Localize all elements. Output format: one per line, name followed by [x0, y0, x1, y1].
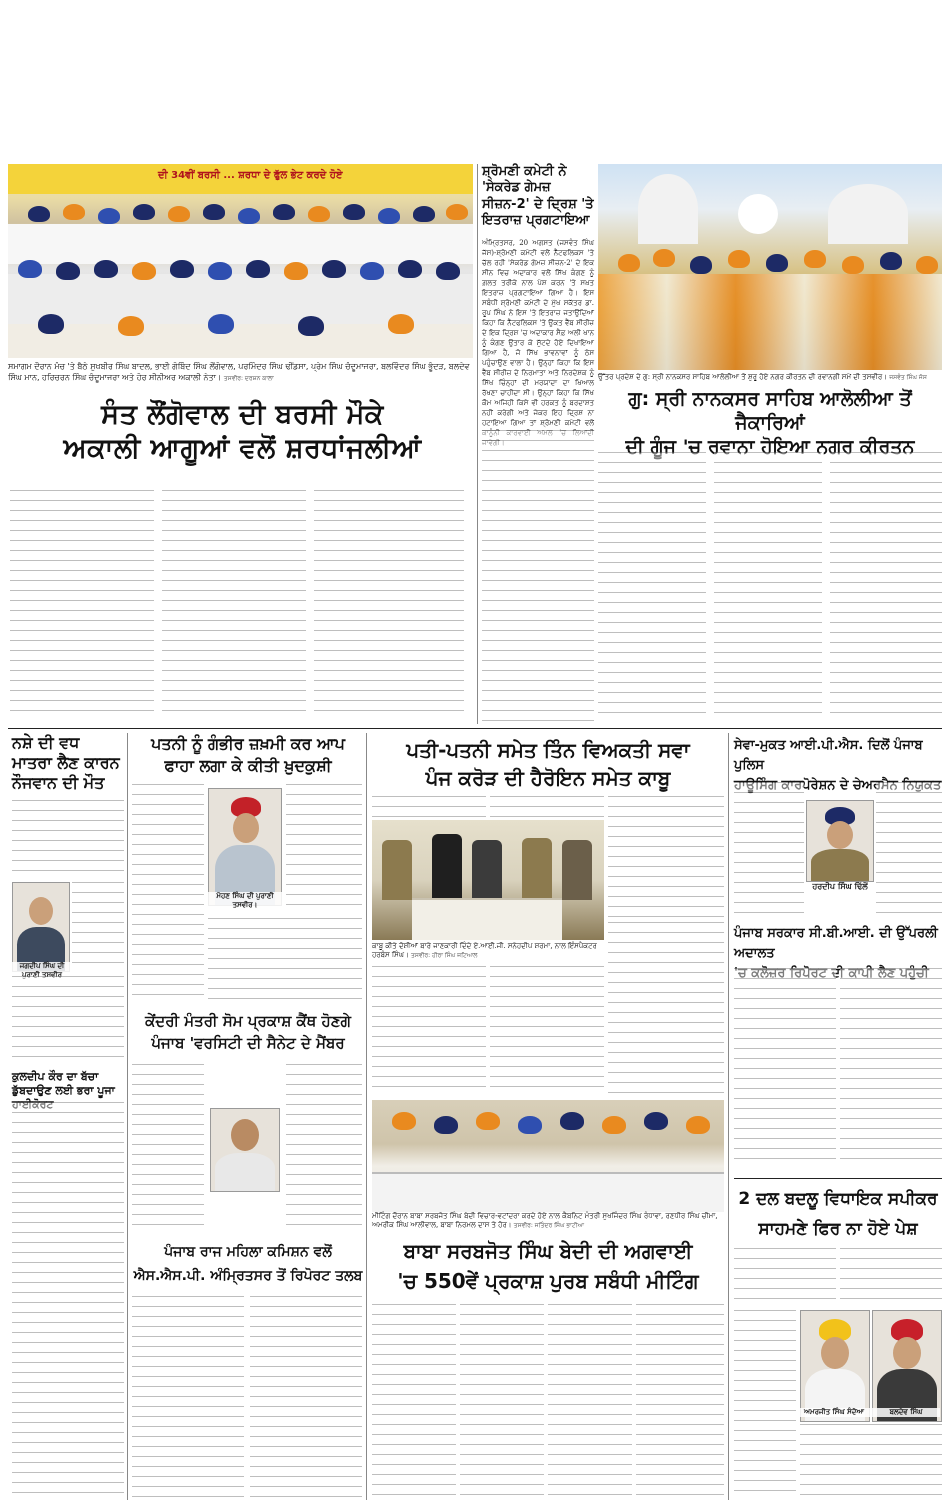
turban — [246, 260, 270, 278]
mahila-headline: ਪੰਜਾਬ ਰਾਜ ਮਹਿਲਾ ਕਮਿਸ਼ਨ ਵਲੋਂ ਐਸ.ਐਸ.ਪੀ. ਅੰਮ੍ਰਿਤਸਰ ਤੋਂ ਰਿਪੋਰਟ ਤਲਬ — [133, 1244, 363, 1284]
mahila-body-1 — [132, 1296, 244, 1500]
turban — [916, 256, 938, 274]
turban — [273, 204, 295, 220]
police-housing-body-2 — [876, 782, 942, 922]
heroin-lead-col-2 — [490, 796, 604, 818]
turban — [308, 206, 330, 222]
longowal-article-col-2 — [162, 490, 306, 720]
bedi-body-col-1 — [372, 1304, 456, 1500]
stage-banner-text: ਦੀ 34ਵੀਂ ਬਰਸੀ ... ਸ਼ਰਧਾ ਦੇ ਫੁੱਲ ਭੇਟ ਕਰਦੇ ਹੋਏ — [158, 170, 343, 181]
turban — [28, 206, 50, 222]
turban — [392, 1112, 416, 1130]
bedi-headline: ਬਾਬਾ ਸਰਬਜੋਤ ਸਿੰਘ ਬੇਦੀ ਦੀ ਅਗਵਾਈ 'ਚ 550ਵੇਂ ਪ੍ਰਕਾਸ਼ ਪੁਰਬ ਸਬੰਧੀ ਮੀਟਿੰਗ — [397, 1239, 699, 1293]
police-housing-headline: ਸੇਵਾ-ਮੁਕਤ ਆਈ.ਪੀ.ਐਸ. ਦਿਲੋਂ ਪੰਜਾਬ ਪੁਲਿਸ ਹਾਊਸਿੰਗ ਕਾਰਪੋਰੇਸ਼ਨ ਦੇ ਚੇਅਰਮੈਨ ਨਿਯੁਕਤ — [734, 738, 942, 793]
turban — [203, 204, 225, 220]
turban — [602, 1116, 626, 1134]
turban — [238, 208, 260, 224]
drug-headline: ਨਸ਼ੇ ਦੀ ਵਧ ਮਾਤਰਾ ਲੈਣ ਕਾਰਨ ਨੌਜਵਾਨ ਦੀ ਮੌਤ — [12, 733, 120, 792]
photo-credit: ਤਸਵੀਰ: ਜਤਿੰਦਰ ਸਿੰਘ ਭਾਟੀਆ — [513, 1222, 584, 1229]
mahila-body-2 — [250, 1296, 362, 1500]
sacred-games-body: ਅੰਮ੍ਰਿਤਸਰ, 20 ਅਗਸਤ (ਜਸਵੰਤ ਸਿੰਘ ਜੱਸ)-ਸ਼੍ਰੋਮਣੀ ਕਮੇਟੀ ਵਲੋਂ ਨੈੱਟਫਲਿਕਸ 'ਤੇ ਚੱਲ ਰਹੀ 'ਸੇਕਰੇਡ ਗੇਮਜ਼ ਸੀਜ਼ਨ-2' ਦੇ ਇਕ ਸੀਨ ਵਿਚ ਅਦਾਕਾਰ ਵਲੋਂ ਸਿੱਖ ਕੰਗਣ ਨੂੰ ਗ਼ਲਤ ਤਰੀਕੇ ਨਾਲ ਪੇਸ਼ ਕਰਨ 'ਤੇ ਸਖ਼ਤ ਇਤਰਾਜ਼ ਪ੍ਰਗਟਾਇਆ ਗਿਆ ਹੈ। ਇਸ ਸਬੰਧੀ ਸ਼੍ਰੋਮਣੀ ਕਮੇਟੀ ਦੇ ਮੁੱਖ ਸਕੱਤਰ ਡਾ. ਰੂਪ ਸਿੰਘ ਨੇ ਇਸ 'ਤੇ ਇਤਰਾਜ਼ ਜਤਾਉਂਦਿਆਂ ਕਿਹਾ ਕਿ ਨੈੱਟਫਲਿਕਸ 'ਤੇ ਉਕਤ ਵੈੱਬ ਸੀਰੀਜ਼ ਦੇ ਇਕ ਦ੍ਰਿਸ਼ 'ਚ ਅਦਾਕਾਰ ਸੈਫ਼ ਅਲੀ ਖਾਨ ਨੂੰ ਕੰਗਣ ਉਤਾਰ ਕੇ ਸੁੱਟਦੇ ਹੋਏ ਦਿਖਾਇਆ ਗਿਆ ਹੈ, ਜੋ ਸਿੱਖ ਭਾਵਨਾਵਾਂ ਨੂੰ ਠੇਸ ਪਹੁੰਚਾਉਣ ਵਾਲਾ ਹੈ। ਉਨ੍ਹਾਂ ਕਿਹਾ ਕਿ ਇਸ ਵੈੱਬ ਸੀਰੀਜ਼ ਦੇ ਨਿਰਮਾਤਾ ਅਤੇ ਨਿਰਦੇਸ਼ਕ ਨੂੰ ਸਿੱਖ ਚਿੰਨ੍ਹਾਂ ਦੀ ਮਰਯਾਦਾ ਦਾ ਖਿਆਲ ਰੱਖਣਾ ਚਾਹੀਦਾ ਸੀ। ਉਨ੍ਹਾਂ ਕਿਹਾ ਕਿ ਸਿੱਖ ਕੌਮ ਅਜਿਹੀ ਕਿਸੇ ਵੀ ਹਰਕਤ ਨੂੰ ਬਰਦਾਸ਼ਤ ਨਹੀਂ ਕਰੇਗੀ ਅਤੇ ਜੇਕਰ ਇਹ ਦ੍ਰਿਸ਼ ਨਾ ਹਟਾਇਆ ਗਿਆ ਤਾਂ ਸ਼੍ਰੋਮਣੀ ਕਮੇਟੀ ਵਲੋਂ ਕਾਨੂੰਨੀ ਕਾਰਵਾਈ ਅਮਲ 'ਚ ਲਿਆਂਦੀ ਜਾਵੇਗੀ। — [482, 239, 594, 447]
speaker-photo-left-caption: ਅਮਰਜੀਤ ਸਿੰਘ ਸੰਦੋਆ — [798, 1408, 870, 1417]
turban — [766, 254, 788, 272]
speaker-photo-right-caption: ਬਲਦੇਵ ਸਿੰਘ — [872, 1408, 940, 1417]
turban — [560, 1112, 584, 1130]
heroin-body-col-1 — [372, 966, 486, 1094]
nagar-kirtan-col-3 — [830, 452, 942, 722]
kainth-headline: ਕੇਂਦਰੀ ਮੰਤਰੀ ਸੋਮ ਪ੍ਰਕਾਸ਼ ਕੈਂਥ ਹੋਣਗੇ ਪੰਜਾਬ 'ਵਰਸਿਟੀ ਦੀ ਸੈਨੇਟ ਦੇ ਮੈਂਬਰ — [145, 1012, 351, 1052]
heroin-lead-col-1 — [372, 796, 486, 818]
longowal-photo — [8, 164, 473, 358]
turban — [170, 260, 194, 278]
drug-body-top — [12, 800, 124, 880]
cbi-body-1 — [734, 968, 836, 1168]
turban — [38, 314, 64, 334]
turban — [360, 262, 384, 280]
photo-credit: ਤਸਵੀਰ: ਦਰਸ਼ਨ ਕਾਲਾ — [223, 375, 274, 382]
turban — [436, 262, 460, 280]
turban — [728, 250, 750, 268]
heroin-lead-col-3 — [608, 796, 724, 918]
turban — [476, 1112, 500, 1130]
longowal-photo-caption: ਸਮਾਗਮ ਦੌਰਾਨ ਮੰਚ 'ਤੇ ਬੈਠੇ ਸੁਖਬੀਰ ਸਿੰਘ ਬਾਦਲ, ਭਾਈ ਗੋਬਿੰਦ ਸਿੰਘ ਲੌਂਗੋਵਾਲ, ਪਰਮਿੰਦਰ ਸਿੰਘ ਢੀਂਡਸਾ, ਪ੍ਰੇਮ ਸਿੰਘ ਚੰਦੂਮਾਜਰਾ, ਬਲਵਿੰਦਰ ਸਿੰਘ ਭੂੰਦੜ, ਬਲਦੇਵ ਸਿੰਘ ਮਾਨ, ਹਰਿਚਰਨ ਸਿੰਘ ਚੰਦੂਮਾਜਰਾ ਅਤੇ ਹੋਰ ਸੀਨੀਅਰ ਅਕਾਲੀ ਨੇਤਾ। ਤਸਵੀਰ: ਦਰਸ਼ਨ ਕਾਲਾ — [8, 362, 470, 382]
suicide-victim-photo — [208, 788, 282, 906]
turban — [413, 206, 435, 222]
turban — [208, 314, 234, 334]
nagar-kirtan-col-1 — [598, 452, 706, 722]
police-chairman-photo — [806, 800, 874, 882]
turban — [284, 262, 308, 280]
turban — [618, 254, 640, 272]
turban — [446, 204, 468, 220]
nagar-kirtan-col-0 — [482, 430, 594, 722]
turban — [388, 314, 414, 334]
nagar-kirtan-photo — [598, 164, 942, 370]
kuldeep-body — [12, 1102, 124, 1500]
bedi-body-col-4 — [636, 1304, 724, 1500]
heroin-body-col-3 — [608, 922, 724, 1094]
meeting-photo — [372, 1100, 724, 1210]
longowal-article-col-3 — [314, 490, 464, 720]
turban — [98, 208, 120, 224]
photo-credit: ਤਸਵੀਰ: ਹੀਰਾ ਸਿੰਘ ਜਟਿਆਲ — [410, 952, 478, 959]
drug-body-bottom — [12, 976, 124, 1064]
kainth-body-2 — [286, 1064, 362, 1228]
heroin-body-col-2 — [490, 966, 604, 1094]
speaker-body-2 — [840, 1248, 942, 1308]
turban — [804, 250, 826, 268]
suicide-body-2 — [286, 784, 362, 912]
drug-photo-caption: ਜਗਦੀਪ ਸਿੰਘ ਦੀ ਪੁਰਾਣੀ ਤਸਵੀਰ — [12, 962, 72, 980]
speaker-photo-left — [800, 1310, 870, 1422]
speaker-photo-right — [872, 1310, 942, 1422]
suicide-body-1 — [132, 784, 204, 1004]
cbi-headline: ਪੰਜਾਬ ਸਰਕਾਰ ਸੀ.ਬੀ.ਆਈ. ਦੀ ਉੱਪਰਲੀ ਅਦਾਲਤ 'ਚ ਕਲੋਜ਼ਰ ਰਿਪੋਰਟ ਦੀ ਕਾਪੀ ਲੈਣ ਪਹੁੰਚੀ — [734, 926, 938, 981]
turban — [343, 204, 365, 220]
turban — [208, 262, 232, 280]
turban — [322, 260, 346, 278]
heroin-headline: ਪਤੀ-ਪਤਨੀ ਸਮੇਤ ਤਿੰਨ ਵਿਅਕਤੀ ਸਵਾ ਪੰਜ ਕਰੋੜ ਦੀ ਹੈਰੋਇਨ ਸਮੇਤ ਕਾਬੂ — [406, 738, 690, 790]
turban — [94, 260, 118, 278]
kainth-body-1 — [132, 1064, 204, 1228]
turban — [644, 1112, 668, 1130]
bedi-body-col-3 — [548, 1304, 632, 1500]
nagar-kirtan-photo-caption: ਉੱਤਰ ਪ੍ਰਦੇਸ਼ ਦੇ ਗੁ: ਸ੍ਰੀ ਨਾਨਕਸਰ ਸਾਹਿਬ ਆਲੋਲੀਆ ਤੋਂ ਸ਼ੁਰੂ ਹੋਏ ਨਗਰ ਕੀਰਤਨ ਦੀ ਰਵਾਨਗੀ ਸਮੇਂ ਦੀ ਤਸਵੀਰ। ਜਸਵੰਤ ਸਿੰਘ ਜੱਸ — [598, 373, 927, 381]
turban — [133, 204, 155, 220]
longowal-headline: ਸੰਤ ਲੌਂਗੋਵਾਲ ਦੀ ਬਰਸੀ ਮੌਕੇ ਅਕਾਲੀ ਆਗੂਆਂ ਵਲੋਂ ਸ਼ਰਧਾਂਜਲੀਆਂ — [63, 399, 422, 464]
turban — [653, 249, 675, 267]
drug-victim-photo — [12, 882, 70, 972]
turban — [63, 204, 85, 220]
meeting-photo-caption: ਮੀਟਿੰਗ ਦੌਰਾਨ ਬਾਬਾ ਸਰਬਜੋਤ ਸਿੰਘ ਬੇਦੀ ਵਿਚਾਰ-ਵਟਾਂਦਰਾ ਕਰਦੇ ਹੋਏ ਨਾਲ ਕੈਬਨਿਟ ਮੰਤਰੀ ਸੁਖਜਿੰਦਰ ਸਿੰਘ ਰੰਧਾਵਾ, ਰਣਧੀਰ ਸਿੰਘ ਚੀਮਾ, ਅਮਰੀਕ ਸਿੰਘ ਆਲੀਵਾਲ, ਬਾਬਾ ਨਿਰਮਲ ਦਾਸ ਤੇ ਹੋਰ। ਤਸਵੀਰ: ਜਤਿੰਦਰ ਸਿੰਘ ਭਾਟੀਆ — [372, 1212, 718, 1229]
sacred-games-headline: ਸ਼੍ਰੋਮਣੀ ਕਮੇਟੀ ਨੇ 'ਸੇਕਰੇਡ ਗੇਮਜ਼ ਸੀਜ਼ਨ-2' ਦੇ ਦ੍ਰਿਸ਼ 'ਤੇ ਇਤਰਾਜ਼ ਪ੍ਰਗਟਾਇਆ — [482, 164, 594, 228]
turban — [56, 262, 80, 280]
turban — [298, 316, 324, 336]
turban — [842, 256, 864, 274]
turban — [378, 208, 400, 224]
turban — [18, 260, 42, 278]
turban — [880, 252, 902, 270]
turban — [398, 260, 422, 278]
turban — [690, 256, 712, 274]
turban — [132, 262, 156, 280]
kuldeep-headline: ਕੁਲਦੀਪ ਕੌਰ ਦਾ ਬੱਚਾ ਡੁੱਬਦਾਉਣ ਲਈ ਭਰਾ ਪੂਜਾ ਹਾਈਕੋਰਟ — [12, 1070, 115, 1111]
bedi-body-col-2 — [460, 1304, 544, 1500]
speaker-body-1 — [734, 1248, 836, 1308]
drug-body-side — [72, 882, 124, 970]
kainth-photo — [210, 1108, 280, 1192]
police-housing-body-1 — [734, 782, 804, 922]
suicide-body-3 — [208, 918, 362, 1004]
turban — [118, 316, 144, 336]
nagar-kirtan-col-2 — [714, 452, 822, 722]
suicide-headline: ਪਤਨੀ ਨੂੰ ਗੰਭੀਰ ਜ਼ਖ਼ਮੀ ਕਰ ਆਪ ਫਾਹਾ ਲਗਾ ਕੇ ਕੀਤੀ ਖ਼ੁਦਕੁਸ਼ੀ — [151, 734, 345, 775]
police-chairman-caption: ਹਰਦੀਪ ਸਿੰਘ ਢਿੱਲੋਂ — [806, 882, 874, 892]
speaker-body-3 — [734, 1310, 796, 1500]
turban — [168, 206, 190, 222]
turban — [518, 1116, 542, 1134]
turban — [434, 1116, 458, 1134]
nagar-kirtan-headline: ਗੁ: ਸ੍ਰੀ ਨਾਨਕਸਰ ਸਾਹਿਬ ਆਲੋਲੀਆ ਤੋਂ ਜੈਕਾਰਿਆਂ ਦੀ ਗੂੰਜ 'ਚ ਰਵਾਨਾ ਹੋਇਆ ਨਗਰ ਕੀਰਤਨ — [625, 388, 915, 458]
heroin-photo-caption: ਕਾਬੂ ਕੀਤੇ ਦੋਸ਼ੀਆਂ ਬਾਰੇ ਜਾਣਕਾਰੀ ਦਿੰਦੇ ਏ.ਆਈ.ਜੀ. ਸਨੇਹਦੀਪ ਸ਼ਰਮਾ, ਨਾਲ ਇੰਸਪੈਕਟਰ ਹਰਬੰਸ ਸਿੰਘ। ਤਸਵੀਰ: ਹੀਰਾ ਸਿੰਘ ਜਟਿਆਲ — [372, 942, 597, 959]
suicide-photo-caption: ਮੋਹਣ ਸਿੰਘ ਦੀ ਪੁਰਾਣੀ ਤਸਵੀਰ। — [208, 892, 282, 910]
speaker-headline: 2 ਦਲ ਬਦਲੂ ਵਿਧਾਇਕ ਸਪੀਕਰ ਸਾਹਮਣੇ ਫਿਰ ਨਾ ਹੋਏ ਪੇਸ਼ — [738, 1189, 938, 1239]
turban — [686, 1116, 710, 1134]
photo-credit: ਜਸਵੰਤ ਸਿੰਘ ਜੱਸ — [889, 374, 927, 381]
cbi-body-2 — [840, 968, 942, 1168]
speaker-body-4 — [800, 1424, 942, 1500]
heroin-photo — [372, 820, 604, 940]
longowal-article-col-1 — [10, 490, 154, 720]
